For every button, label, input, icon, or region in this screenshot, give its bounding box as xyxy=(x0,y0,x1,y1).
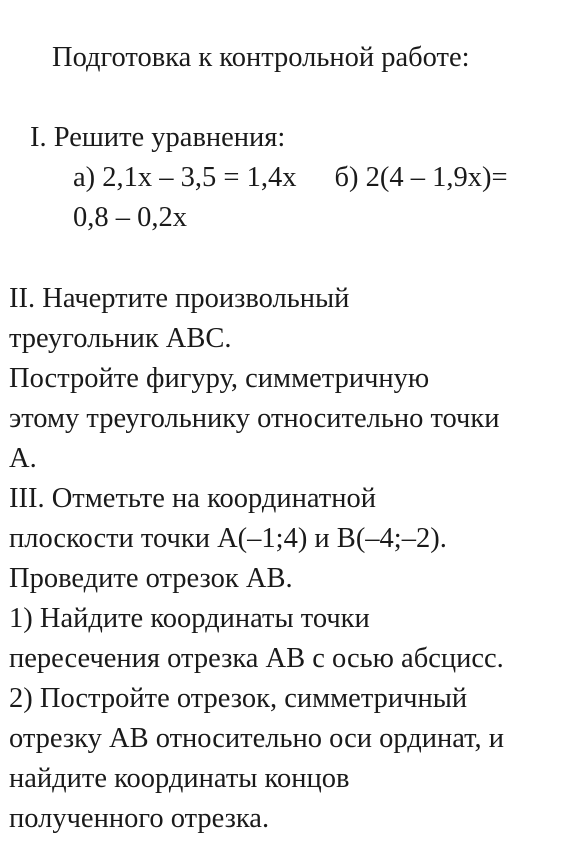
equation-a: а) 2,1x – 3,5 = 1,4x xyxy=(73,162,297,193)
section-2-line-4: этому треугольнику относительно точки xyxy=(9,403,500,434)
section-3-line-5: пересечения отрезка AB с осью абсцисс. xyxy=(9,643,504,674)
section-3-line-8: найдите координаты концов xyxy=(9,763,350,794)
section-3-line-7: отрезку AB относительно оси ординат, и xyxy=(9,723,504,754)
section-3-line-1: III. Отметьте на координатной xyxy=(9,483,376,514)
section-1-heading: I. Решите уравнения: xyxy=(30,122,286,153)
section-2-line-2: треугольник ABC. xyxy=(9,323,232,354)
section-2-line-3: Постройте фигуру, симметричную xyxy=(9,363,430,394)
equation-b-part2: 0,8 – 0,2x xyxy=(73,202,187,233)
section-2-line-1: II. Начертите произвольный xyxy=(9,283,350,314)
section-2-line-5: A. xyxy=(9,443,37,474)
equation-b-part1: б) 2(4 – 1,9x)= xyxy=(334,162,508,193)
section-3-line-2: плоскости точки A(–1;4) и B(–4;–2). xyxy=(9,523,447,554)
sections-2-3-block xyxy=(9,279,574,839)
section-3-line-3: Проведите отрезок AB. xyxy=(9,563,293,594)
section-3-line-9: полученного отрезка. xyxy=(9,803,270,834)
page-title: Подготовка к контрольной работе: xyxy=(52,42,470,73)
section-1-equations-row xyxy=(73,158,508,198)
section-3-line-6: 2) Постройте отрезок, симметричный xyxy=(9,683,468,714)
section-3-line-4: 1) Найдите координаты точки xyxy=(9,603,370,634)
